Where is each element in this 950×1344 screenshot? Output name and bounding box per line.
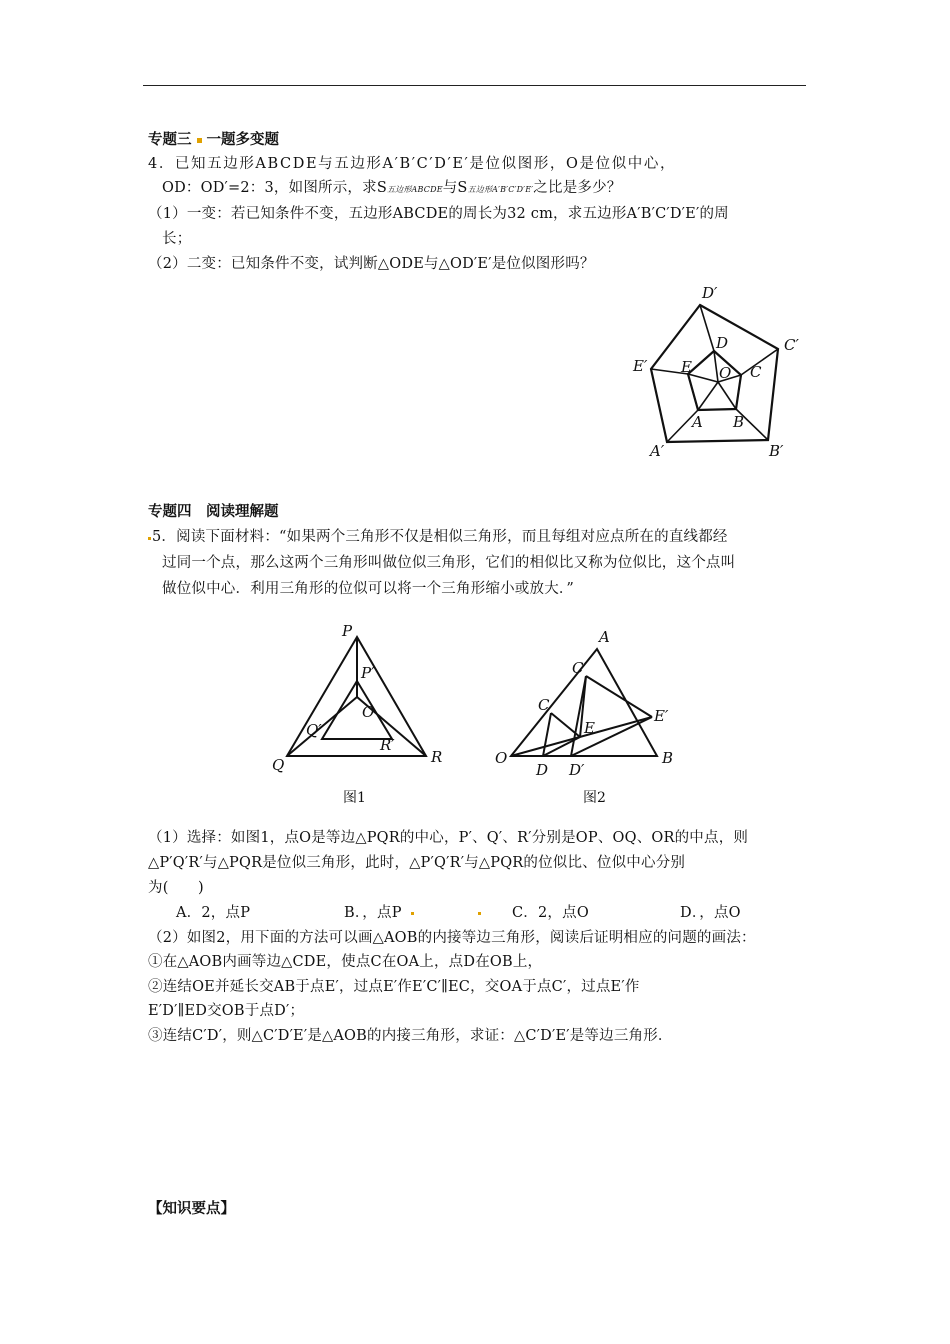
top-rule — [143, 85, 806, 86]
part2-step1: ①在△AOB内画等边△CDE，使点C在OA上，点D在OB上， — [148, 954, 543, 970]
fig2-label-a: A — [599, 628, 610, 646]
fig1-label-p-prime: P′ — [361, 664, 375, 682]
fig2-label-b: B — [662, 749, 674, 767]
part2-step2a: ②连结OE并延长交AB于点E′，过点E′作E′C′∥EC，交OA于点C′，过点E′作 — [148, 979, 640, 995]
label-c: C — [750, 363, 762, 381]
part2-step2b: E′D′∥ED交OB于点D′； — [148, 1003, 305, 1019]
label-b: B — [733, 413, 745, 431]
option-a: A．2，点P — [176, 905, 251, 921]
q4-line2-b: 与S — [442, 180, 468, 196]
fig1-label-q-prime: Q′ — [306, 721, 322, 739]
part1-line3: 为( ) — [148, 880, 204, 896]
label-b-prime: B′ — [769, 442, 784, 460]
q4-part1-a: （1）一变：若已知条件不变，五边形ABCDE的周长为32 cm，求五边形A′B′C′D′E′的周 — [148, 206, 729, 222]
label-e: E — [681, 358, 692, 376]
fig2-label-c-prime: C′ — [572, 659, 587, 677]
highlight-dot — [197, 138, 202, 143]
fig2-label-d: D — [536, 761, 549, 779]
topic4-heading: 专题四 阅读理解题 — [148, 504, 279, 520]
label-a: A — [692, 413, 703, 431]
q4-part1-b: 长； — [162, 231, 192, 247]
pentagon-figure — [620, 278, 820, 468]
label-a-prime: A′ — [650, 442, 665, 460]
fig2-label-e-prime: E′ — [654, 707, 669, 725]
label-c-prime: C′ — [784, 336, 799, 354]
figure1 — [265, 620, 455, 810]
q4-line1: 4．已知五边形ABCDE与五边形A′B′C′D′E′是位似图形，O是位似中心， — [148, 156, 677, 172]
highlight-dot — [148, 537, 151, 540]
topic3-heading — [148, 128, 279, 149]
topic3-heading-sub: 一题多变题 — [206, 132, 279, 148]
q4-line2-a: OD：OD′=2：3，如图所示，求S — [162, 180, 387, 196]
fig2-label-c: C — [538, 696, 550, 714]
part2-line1: （2）如图2，用下面的方法可以画△AOB的内接等边三角形，阅读后证明相应的问题的画法： — [148, 930, 756, 946]
topic3-heading-title: 专题三 — [148, 132, 192, 148]
fig2-label-o: O — [495, 749, 508, 767]
q4-line2 — [162, 176, 622, 197]
fig2-caption: 图2 — [583, 790, 606, 806]
q4-sub1: 五边形ABCDE — [386, 185, 443, 194]
fig1-label-r: R — [431, 748, 443, 766]
label-d-prime: D′ — [702, 284, 718, 302]
q4-sub2: 五边形A′B′C′D′E′ — [467, 185, 534, 194]
fig1-label-r-prime: R′ — [380, 736, 395, 754]
option-d: D．，点O — [680, 905, 741, 921]
highlight-dot — [478, 912, 481, 915]
part2-step3: ③连结C′D′，则△C′D′E′是△AOB的内接三角形，求证：△C′D′E′是等边三角形． — [148, 1028, 673, 1044]
q4-line2-c: 之比是多少？ — [533, 180, 622, 196]
q4-part2: （2）二变：已知条件不变，试判断△ODE与△OD′E′是位似图形吗？ — [148, 256, 595, 272]
q5-line1 — [148, 525, 728, 546]
fig1-label-q: Q — [272, 756, 285, 774]
q5-line1-text: 5．阅读下面材料：“如果两个三角形不仅是相似三角形，而且每组对应点所在的直线都经 — [152, 529, 728, 545]
knowledge-heading: 【知识要点】 — [148, 1201, 235, 1217]
highlight-dot — [411, 912, 414, 915]
label-d: D — [716, 334, 729, 352]
fig1-caption: 图1 — [343, 790, 366, 806]
q5-line3: 做位似中心．利用三角形的位似可以将一个三角形缩小或放大．” — [162, 581, 574, 597]
fig2-label-e: E — [584, 719, 595, 737]
fig1-label-o: O — [362, 703, 375, 721]
figure2 — [490, 620, 690, 810]
fig2-label-d-prime: D′ — [569, 761, 585, 779]
label-e-prime: E′ — [633, 357, 648, 375]
part1-line1: （1）选择：如图1，点O是等边△PQR的中心，P′、Q′、R′分别是OP、OQ、OR的中点，则 — [148, 830, 749, 846]
label-o: O — [719, 364, 732, 382]
fig1-label-p: P — [342, 622, 353, 640]
q5-line2: 过同一个点，那么这两个三角形叫做位似三角形，它们的相似比又称为位似比，这个点叫 — [162, 555, 736, 571]
option-c: C．2，点O — [512, 905, 589, 921]
part1-line2: △P′Q′R′与△PQR是位似三角形，此时，△P′Q′R′与△PQR的位似比、位似中心分别 — [148, 855, 686, 871]
option-b: B．，点P — [344, 905, 402, 921]
